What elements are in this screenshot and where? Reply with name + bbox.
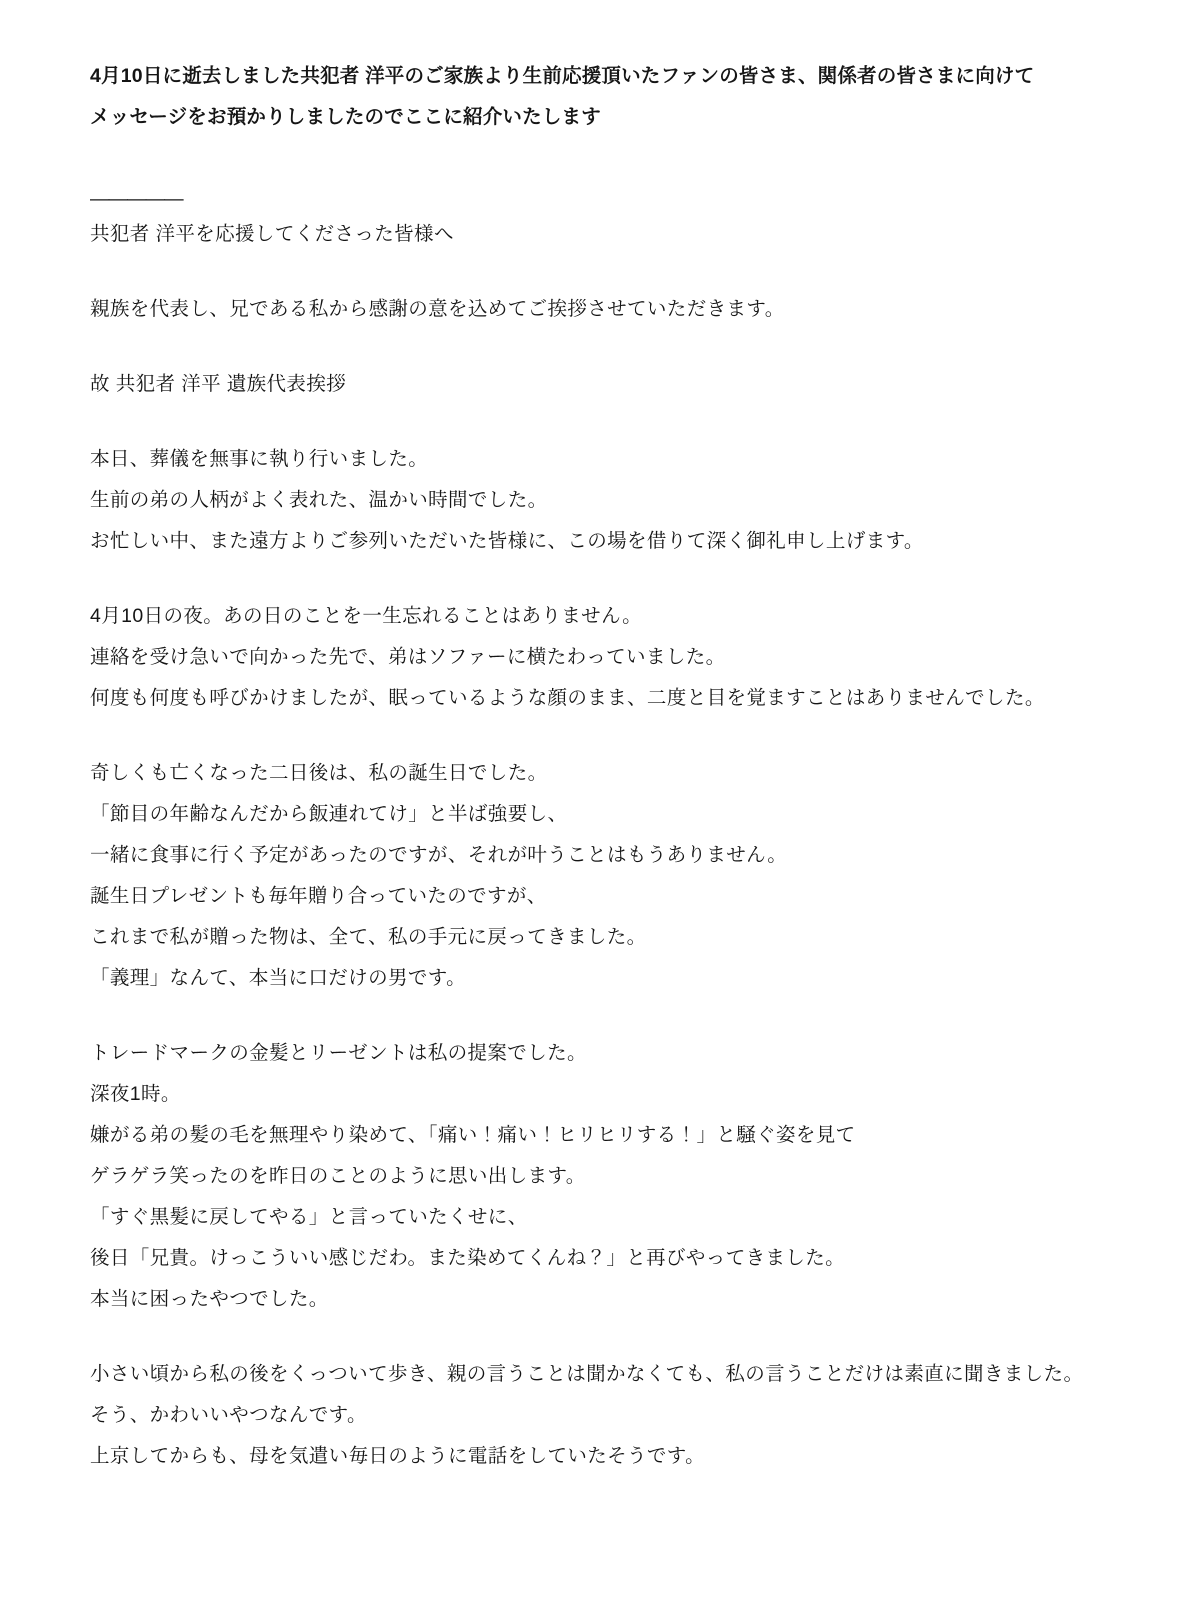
paragraph-funeral xyxy=(90,439,1104,562)
spacer xyxy=(90,999,1104,1033)
paragraph-line: 生前の弟の人柄がよく表れた、温かい時間でした。 xyxy=(90,489,548,511)
spacer xyxy=(90,562,1104,596)
paragraph-line: 奇しくも亡くなった二日後は、私の誕生日でした。 xyxy=(90,762,548,784)
spacer xyxy=(90,405,1104,439)
paragraph-line: 「節目の年齢なんだから飯連れてけ」と半ば強要し、 xyxy=(90,803,568,825)
paragraph-line: 嫌がる弟の髪の毛を無理やり染めて、「痛い！痛い！ヒリヒリする！」と騒ぐ姿を見て xyxy=(90,1124,856,1146)
paragraph-line: ゲラゲラ笑ったのを昨日のことのように思い出します。 xyxy=(90,1165,586,1187)
paragraph-line: トレードマークの金髪とリーゼントは私の提案でした。 xyxy=(90,1042,587,1064)
paragraph-line: 連絡を受け急いで向かった先で、弟はソファーに横たわっていました。 xyxy=(90,646,726,668)
spacer xyxy=(90,255,1104,289)
intro-line: 4月10日に逝去しました共犯者 洋平のご家族より生前応援頂いたファンの皆さま、関係者の皆さまに向けて xyxy=(90,65,1035,87)
paragraph-line: 後日「兄貴。けっこういい感じだわ。また染めてくんね？」と再びやってきました。 xyxy=(90,1247,846,1269)
spacer xyxy=(90,330,1104,364)
paragraph-line: 「すぐ黒髪に戻してやる」と言っていたくせに、 xyxy=(90,1206,528,1228)
paragraph-line: そう、かわいいやつなんです。 xyxy=(90,1404,367,1426)
paragraph-that-night xyxy=(90,596,1104,719)
paragraph-line: 上京してからも、母を気遣い毎日のように電話をしていたそうです。 xyxy=(90,1445,706,1467)
paragraph-childhood xyxy=(90,1354,1104,1477)
paragraph-line: 「義理」なんて、本当に口だけの男です。 xyxy=(90,967,466,989)
spacer xyxy=(90,138,1104,184)
paragraph-line: 誕生日プレゼントも毎年贈り合っていたのですが、 xyxy=(90,885,547,907)
paragraph-line: これまで私が贈った物は、全て、私の手元に戻ってきました。 xyxy=(90,926,647,948)
salutation: 共犯者 洋平を応援してくださった皆様へ xyxy=(90,223,454,245)
paragraph-line: 本日、葬儀を無事に執り行いました。 xyxy=(90,448,429,470)
paragraph-line: 小さい頃から私の後をくっついて歩き、親の言うことは聞かなくても、私の言うことだけは素直に聞きました。 xyxy=(90,1363,1084,1385)
paragraph-line: 何度も何度も呼びかけましたが、眠っているような顔のまま、二度と目を覚ますことはありませんでした。 xyxy=(90,687,1045,709)
spacer xyxy=(90,1320,1104,1354)
paragraph-line: 本当に困ったやつでした。 xyxy=(90,1288,329,1310)
intro-line: メッセージをお預かりしましたのでここに紹介いたします xyxy=(90,106,601,128)
greeting-line: 親族を代表し、兄である私から感謝の意を込めてご挨拶させていただきます。 xyxy=(90,298,785,320)
paragraph-birthday xyxy=(90,753,1104,999)
paragraph-line: 一緒に食事に行く予定があったのですが、それが叶うことはもうありません。 xyxy=(90,844,788,866)
paragraph-line: お忙しい中、また遠方よりご参列いただいた皆様に、この場を借りて深く御礼申し上げます。 xyxy=(90,530,924,552)
paragraph-line: 4月10日の夜。あの日のことを一生忘れることはありません。 xyxy=(90,605,643,627)
paragraph-hair xyxy=(90,1033,1104,1320)
section-heading: 故 共犯者 洋平 遺族代表挨拶 xyxy=(90,373,347,395)
spacer xyxy=(90,719,1104,753)
divider-rule: ————— xyxy=(90,188,183,210)
paragraph-line: 深夜1時。 xyxy=(90,1083,181,1105)
intro-paragraph xyxy=(90,56,1104,138)
